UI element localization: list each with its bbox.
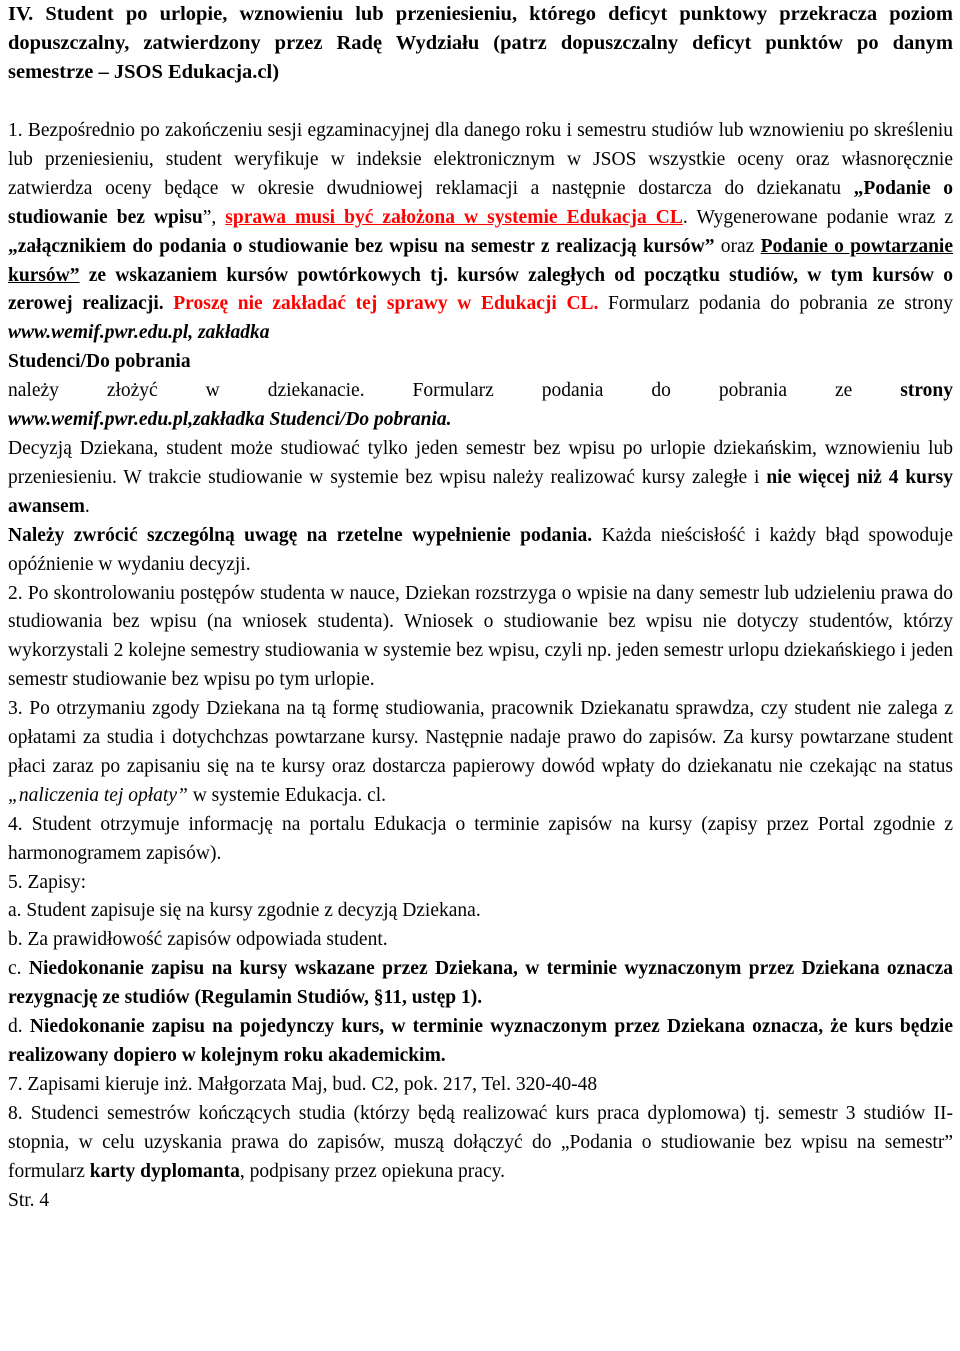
item-d <box>8 1013 953 1071</box>
p1-download-section: Studenci/Do pobrania <box>8 351 191 373</box>
paragraph-8 <box>8 1100 953 1187</box>
p1c-text: Decyzją Dziekana, student może studiować tylko jeden semestr bez wpisu po urlopie dziekańskim, wznowieniu lub przeniesieniu. W trakcie studiowanie w systemie bez wpisu należy realizować kursy zaległe i <box>8 437 953 488</box>
p1-attachment-name: „załącznikiem do podania o studiowanie bez wpisu na semestr z realizacją kursów” <box>8 235 715 257</box>
p1c-limit: nie więcej niż 4 kursy awansem <box>8 466 953 517</box>
p1c-end: . <box>84 495 90 517</box>
item-c-text: Niedokonanie zapisu na kursy wskazane przez Dziekana, w terminie wyznaczonym przez Dziekana oznacza rezygnację ze studiów (Regulamin Studiów, §11, ustęp 1). <box>8 958 953 1009</box>
section-heading: IV. Student po urlopie, wznowieniu lub przeniesieniu, którego deficyt punktowy przekracza poziom dopuszczalny, zatwierdzony przez Radę Wydziału (patrz dopuszczalny deficyt punktów po danym semestrze – JSOS Edukacja.cl) <box>8 3 953 83</box>
paragraph-2: 2. Po skontrolowaniu postępów studenta w nauce, Dziekan rozstrzyga o wpisie na dany semestr lub udzieleniu prawa do studiowania bez wpisu (na wniosek studenta). Wniosek o studiowanie bez wpisu nie dotyczy studentów, którzy wykorzystali 2 kolejne semestry studiowania w systemie bez wpisu, czyli np. jeden semestr urlopu dziekańskiego i jeden semestr studiowanie bez wpisu po tym urlopie. <box>8 582 953 691</box>
paragraph-4: 4. Student otrzymuje informację na portalu Edukacja o terminie zapisów na kursy (zapisy przez Portal zgodnie z harmonogramem zapisów). <box>8 813 953 864</box>
paragraph-1d <box>8 522 953 580</box>
p1-repeat-courses: ze wskazaniem kursów powtórkowych tj. kursów zaległych od początku studiów, w tym kursów o zerowej realizacji. <box>8 264 953 315</box>
p1-website-link[interactable]: www.wemif.pwr.edu.pl, zakładka <box>8 322 270 344</box>
p8-text: 8. Studenci semestrów kończących studia (którzy będą realizować kurs praca dyplomowa) tj. semestr 3 studiów II-stopnia, w celu uzyskania prawa do zapisów, muszą dołączyć do „Podania o studiowanie bez wpisu na semestr” formularz <box>8 1102 953 1182</box>
p3-status: „naliczenia tej opłaty” <box>8 784 188 806</box>
spacer <box>8 87 953 117</box>
p1b-website-link[interactable]: www.wemif.pwr.edu.pl,zakładka Studenci/Do pobrania. <box>8 409 452 431</box>
p1-red-notice: sprawa musi być założona w systemie Edukacja CL <box>225 206 683 228</box>
p1-repeat-form-name: Podanie o powtarzanie kursów” <box>8 235 953 286</box>
paragraph-1b <box>8 377 953 406</box>
p8-end: , podpisany przez opiekuna pracy. <box>239 1160 505 1182</box>
p8-card-name: karty dyplomanta <box>89 1160 240 1182</box>
p1-form-name: „Podanie o studiowanie bez wpisu <box>8 177 953 228</box>
p1b-text: należy złożyć w dziekanacie. Formularz podania do pobrania ze <box>8 380 901 402</box>
item-a: a. Student zapisuje się na kursy zgodnie z decyzją Dziekana. <box>8 900 481 922</box>
p1d-attention: Należy zwrócić szczególną uwagę na rzetelne wypełnienie podania. <box>8 524 593 546</box>
p1d-text: Każda nieścisłość i każdy błąd spowoduje opóźnienie w wydaniu decyzji. <box>8 524 954 575</box>
paragraph-1b-link <box>8 406 953 435</box>
document-page <box>8 0 953 1215</box>
p1-red-warning: Proszę nie zakładać tej sprawy w Edukacji CL. <box>163 293 599 315</box>
paragraph-1c <box>8 435 953 522</box>
item-c <box>8 955 953 1013</box>
p3-end: w systemie Edukacja. cl. <box>187 784 387 806</box>
paragraph-3 <box>8 695 953 811</box>
p1-text: 1. Bezpośrednio po zakończeniu sesji egzaminacyjnej dla danego roku i semestru studiów lub wznowieniu po skreśleniu lub przeniesieniu, student weryfikuje w indeksie elektronicznym w JSOS wszystkie oceny oraz własnoręcznie zatwierdza oceny będące w okresie dwudniowej reklamacji a następnie dostarcza do dziekanatu <box>8 120 953 199</box>
paragraph-1 <box>8 117 953 377</box>
item-c-label: c. <box>8 958 29 980</box>
item-d-label: d. <box>8 1016 30 1038</box>
item-d-text: Niedokonanie zapisu na pojedynczy kurs, w terminie wyznaczonym przez Dziekana oznacza, że kurs będzie realizowany dopiero w kolejnym roku akademickim. <box>8 1016 953 1066</box>
p3-text: 3. Po otrzymaniu zgody Dziekana na tą formę studiowania, pracownik Dziekanatu sprawdza, czy student nie zalega z opłatami za studia i dotychchzas powtarzane kursy. Następnie nadaje prawo do zapisów. Za kursy powtarzane student płaci zaraz po zapisaniu się na te kursy oraz dostarcza papierowy dowód wpłaty do dziekanatu nie czekając na status <box>8 698 953 777</box>
p1-quote-close: ”, <box>202 206 226 228</box>
p1b-strony: strony <box>900 380 953 402</box>
p1-text-4: Formularz podania do pobrania ze strony <box>598 293 953 315</box>
paragraph-5: 5. Zapisy: <box>8 871 86 893</box>
page-number: Str. 4 <box>8 1189 50 1211</box>
p1-text-2: . Wygenerowane podanie wraz z <box>682 206 954 228</box>
paragraph-7: 7. Zapisami kieruje inż. Małgorzata Maj, bud. C2, pok. 217, Tel. 320-40-48 <box>8 1073 598 1095</box>
p1-text-3: oraz <box>714 235 761 257</box>
item-b: b. Za prawidłowość zapisów odpowiada student. <box>8 929 388 951</box>
